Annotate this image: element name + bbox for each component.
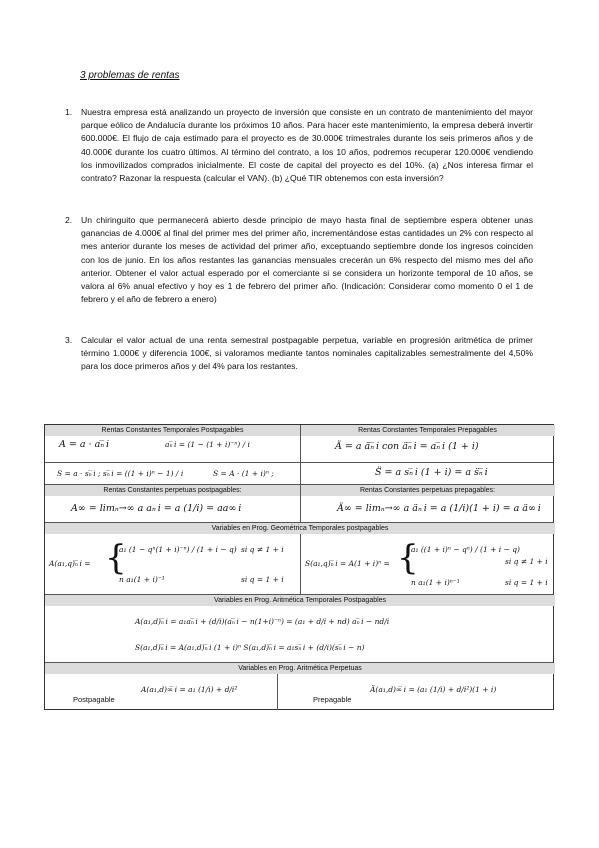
header-geometric: Variables en Prog. Geométrica Temporales postpagables — [45, 523, 555, 534]
formula-geo-A-lhs: A(a₁,q)ₙ̅ i = — [49, 559, 91, 568]
formula-geo-A-cond2: si q = 1 + i — [241, 575, 284, 584]
formula-S: S = a · sₙ̅ i ; sₙ̅ i = ((1 + i)ⁿ − 1) / i — [57, 469, 184, 478]
formula-perp-post: A(a₁,d)∞̅ i = a₁ (1/i) + d/i² — [141, 685, 238, 694]
formula-geo-A-case1: a₁ (1 − qⁿ(1 + i)⁻ⁿ) / (1 + i − q) — [119, 545, 237, 554]
section-arithmetic-perpetual — [45, 662, 553, 710]
section-constant-temporal-final — [45, 462, 553, 484]
section-arithmetic-temporal — [45, 594, 553, 662]
section-geometric — [45, 522, 553, 594]
section-constant-temporal — [45, 425, 553, 462]
header-const-temp-post: Rentas Constantes Temporales Postpagables — [45, 425, 300, 436]
formula-perp-pre: Ä(a₁,d)∞̅ i = (a₁ (1/i) + d/i²)(1 + i) — [370, 685, 497, 694]
divider — [300, 425, 301, 462]
label-postpagable: Postpagable — [73, 695, 115, 704]
problem-number: 2. — [65, 215, 73, 225]
brace-icon: { — [397, 538, 419, 578]
problem-text: Un chiringuito que permanecerá abierto desde principio de mayo hasta final de septiembre espera obtener unas ganancias de 4.000€ al final del primer mes del primer año, incrementándose estas cantidades un 2% con respecto al mes anterior durante los meses de actividad del primer año, exceptuando septiembre donde los ingresos coinciden con los de junio. En los años restantes las ganancias mensuales crecerán un 6% respecto del mismo mes del año anterior. Obtener el valor actual esperado por el comerciante si se considera un horizonte temporal de 10 años, se valora al 6% anual efectivo y hoy es 1 de febrero del primer año. (Indicación: Considerar como momento 0 el 1 de febrero y el año de febrero a enero) — [81, 215, 533, 305]
formula-geo-S-case1: a₁ ((1 + i)ⁿ − qⁿ) / (1 + i − q) — [411, 545, 520, 554]
formula-geo-S-cond2: si q = 1 + i — [505, 578, 548, 587]
problem-number: 3. — [65, 335, 73, 345]
formula-A-inf: A∞ = limₙ→∞ a aₙ i = a (1/i) = aa∞ i — [71, 503, 242, 514]
header-const-perp-post: Rentas Constantes perpetuas postpagables: — [45, 485, 300, 496]
formula-geo-S-case2: n a₁(1 + i)ⁿ⁻¹ — [411, 578, 460, 587]
formula-arit-S: S(a₁,d)ₙ̅ i = A(a₁,d)ₙ̅ i (1 + i)ⁿ S(a₁,d)ₙ̅ i = a₁sₙ̅ i + (d/i)(sₙ̅ i − n) — [135, 643, 365, 652]
divider — [277, 674, 278, 710]
divider — [300, 463, 301, 484]
problem-number: 1. — [65, 107, 73, 117]
header-arithmetic-perpetual: Variables en Prog. Aritmética Perpetuas — [45, 663, 555, 674]
formula-geo-S-lhs: S(a₁,q)ₙ̅ i = A(1 + i)ⁿ = — [305, 559, 390, 568]
problem-1 — [65, 106, 533, 185]
header-arithmetic-temporal: Variables en Prog. Aritmética Temporales Postpagables — [45, 595, 555, 606]
formula-geo-A-case2: n a₁(1 + i)⁻¹ — [119, 575, 165, 584]
formula-table — [44, 424, 554, 710]
formula-A-inf-pre: Ä∞ = limₙ→∞ a äₙ i = a (1/i)(1 + i) = a ä∞ i — [337, 503, 541, 514]
formula-S-pre: S̈ = a sₙ̅ i (1 + i) = a s̈ₙ̅ i — [375, 467, 488, 478]
brace-icon: { — [105, 538, 127, 578]
section-constant-perpetual — [45, 484, 553, 522]
problem-2 — [65, 214, 533, 306]
formula-A-pre: Ä = a äₙ̅ i con äₙ̅ i = aₙ̅ i (1 + i) — [335, 441, 479, 452]
formula-a-n: aₙ̅ i = (1 − (1 + i)⁻ⁿ) / i — [165, 440, 250, 449]
formula-geo-S-cond1: si q ≠ 1 + i — [505, 557, 548, 566]
divider — [300, 534, 301, 594]
formula-S-A: S = A · (1 + i)ⁿ ; — [213, 469, 274, 478]
header-const-temp-pre: Rentas Constantes Temporales Prepagables — [300, 425, 555, 436]
problem-text: Nuestra empresa está analizando un proyecto de inversión que consiste en un contrato de mantenimiento del mayor parque eólico de Andalucía durante los próximos 10 años. Para hacer este mantenimiento, la empresa deberá invertir 600.000€. El flujo de caja estimado para el proyecto es de 30.000€ trimestrales durante los seis primeros años y de 40.000€ durante los cuatro últimos. Al término del contrato, a los 10 años, podremos recuperar 120.000€ vendiendo los inmovilizados comprados inicialmente. El coste de capital del proyecto es del 10%. (a) ¿Nos interesa firmar el contrato? Razonar la respuesta (calcular el VAN). (b) ¿Qué TIR obtenemos con esta inversión? — [81, 107, 533, 184]
formula-geo-A-cond1: si q ≠ 1 + i — [241, 545, 284, 554]
header-const-perp-pre: Rentas Constantes perpetuas prepagables: — [300, 485, 555, 496]
divider — [300, 485, 301, 522]
label-prepagable: Prepagable — [313, 695, 352, 704]
formula-arit-A: A(a₁,d)ₙ̅ i = a₁aₙ̅ i + (d/i)(aₙ̅ i − n(1+i)⁻ⁿ) = (a₁ + d/i + nd) aₙ̅ i − nd/i — [135, 617, 390, 626]
problem-text: Calcular el valor actual de una renta semestral postpagable perpetua, variable en progresión aritmética de primer término 1.000€ y diferencia 100€, si valoramos mediante tantos nominales capitalizables semestralmente del 4,50% para los doce primeros años y del 4% para los restantes. — [81, 335, 533, 372]
document-title: 3 problemas de rentas — [80, 70, 180, 81]
formula-A: A = a · aₙ̅ i — [59, 439, 110, 450]
problem-3 — [65, 334, 533, 374]
